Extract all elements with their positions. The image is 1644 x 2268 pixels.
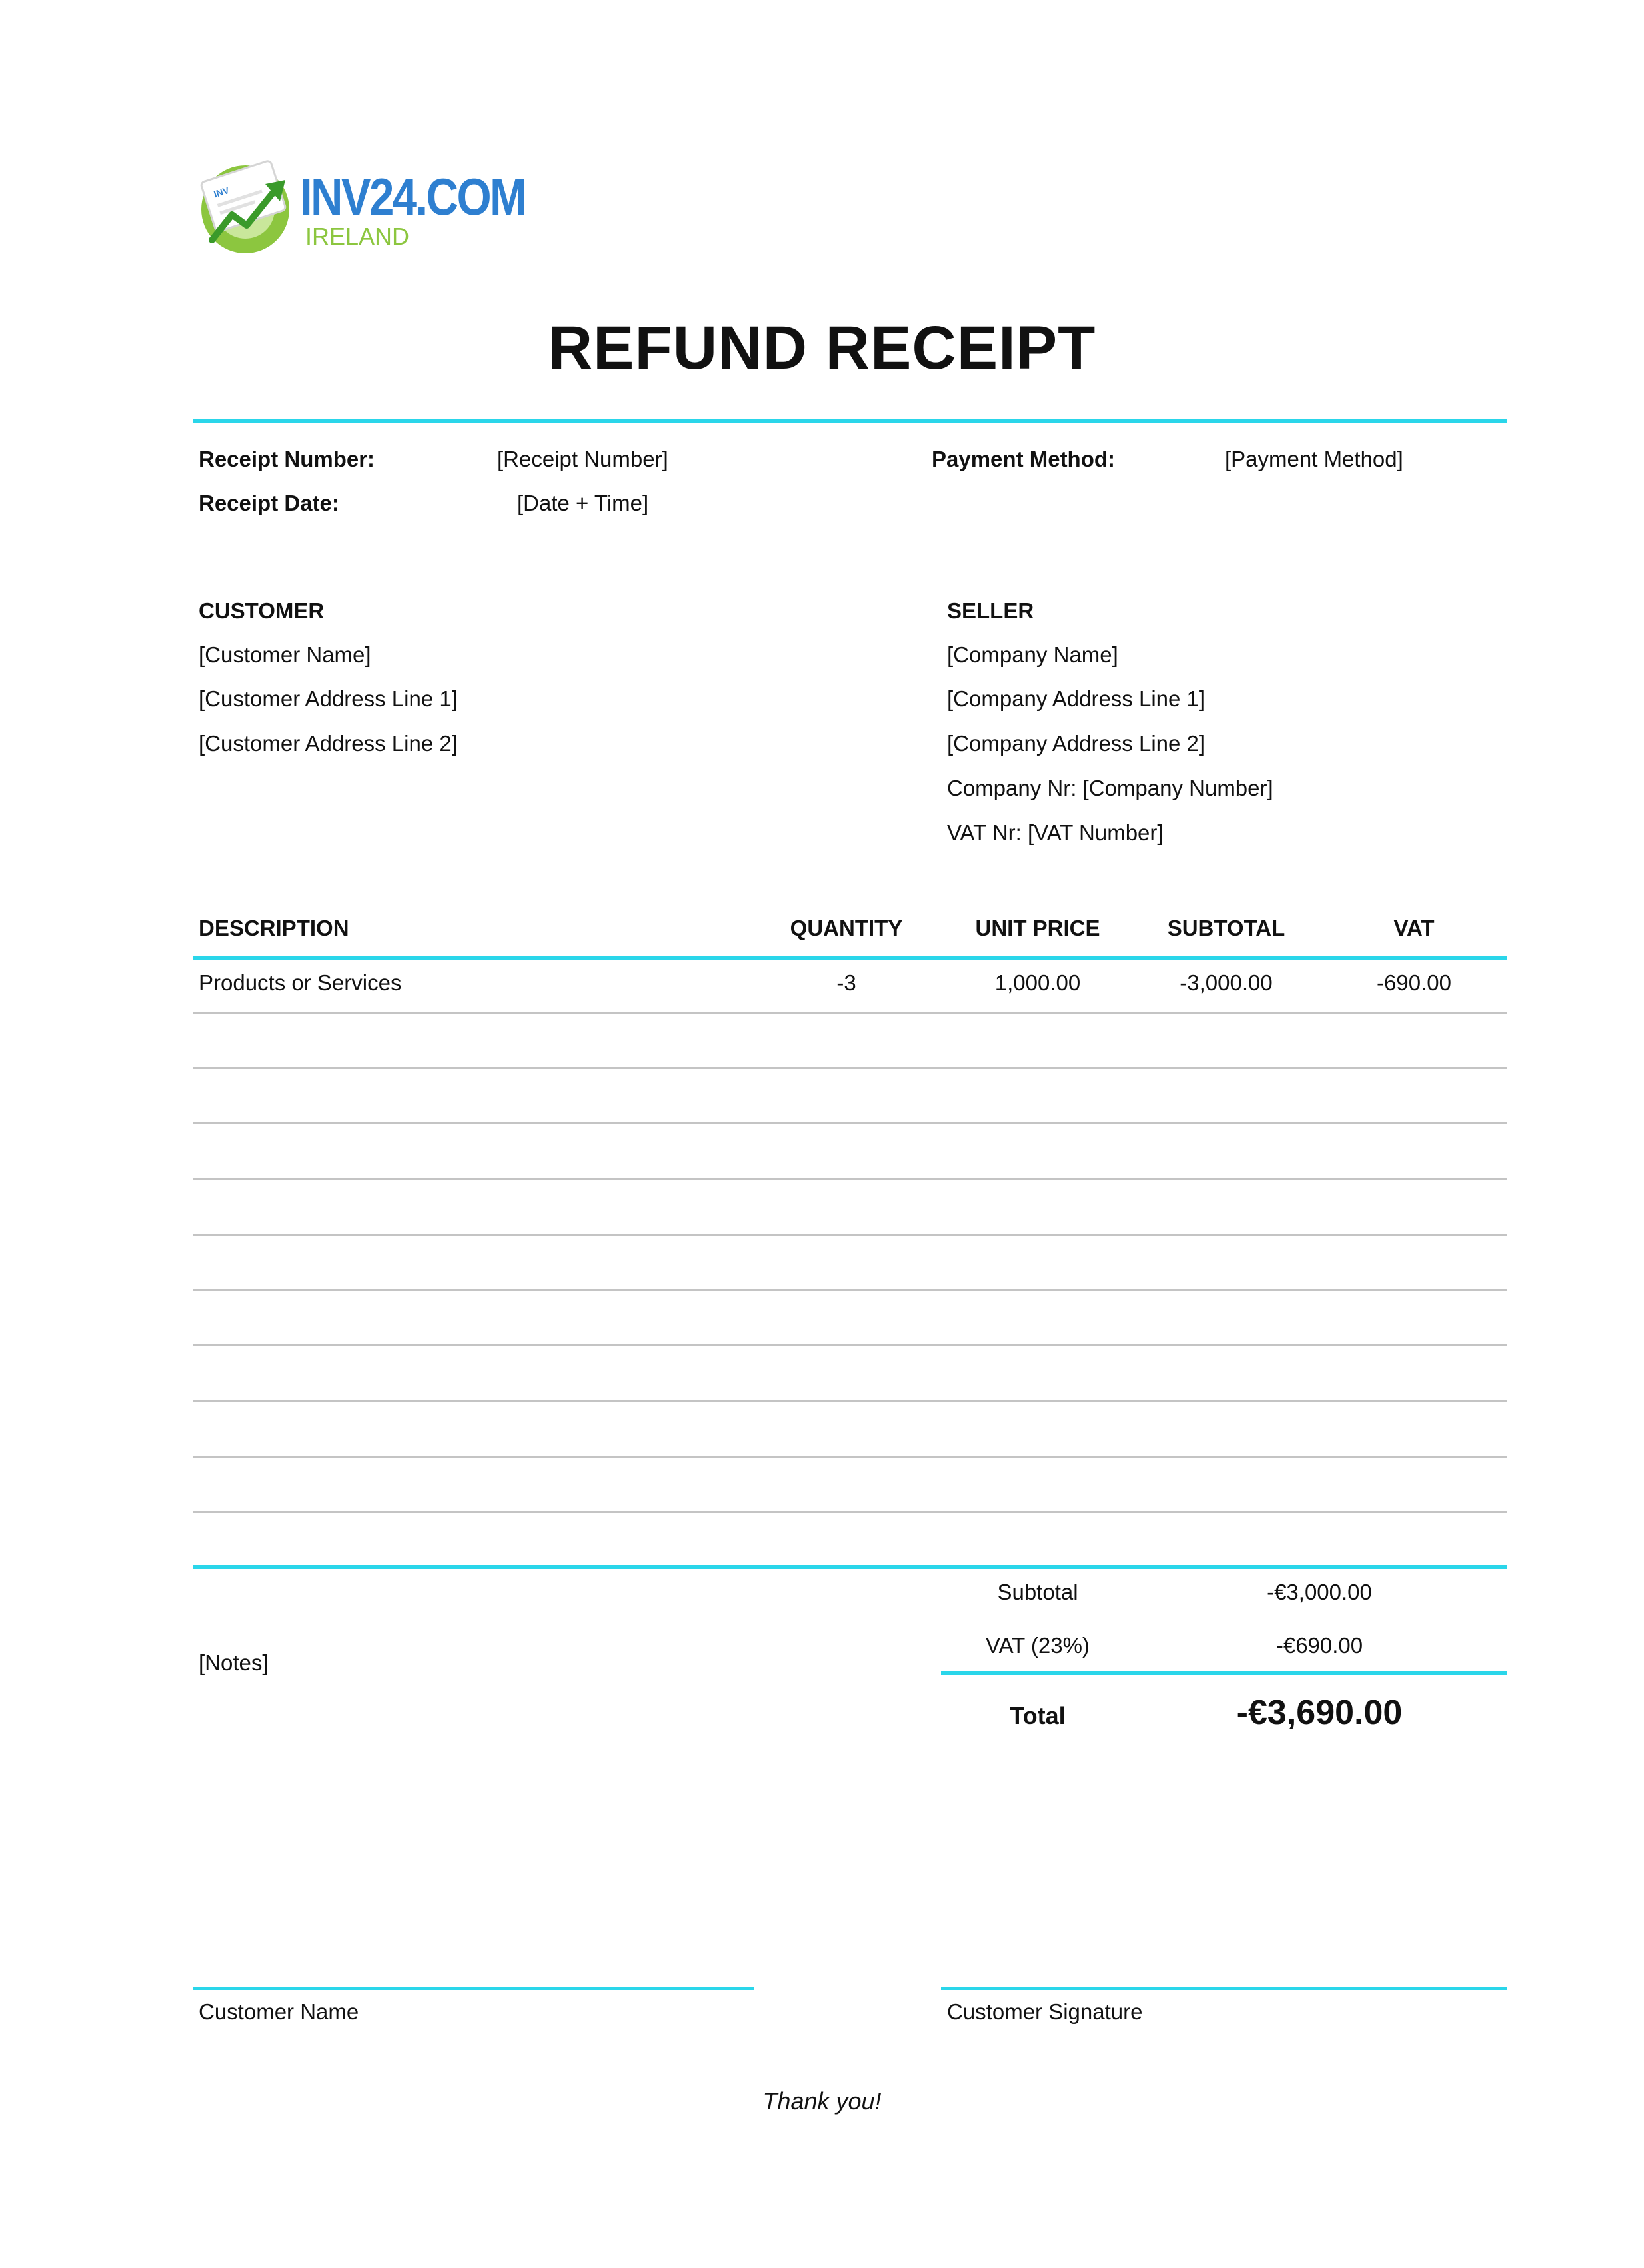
total-divider	[941, 1671, 1507, 1675]
row-description: Products or Services	[199, 970, 402, 995]
column-header-description: DESCRIPTION	[199, 916, 349, 940]
row-divider	[193, 1456, 1507, 1458]
page-title: REFUND RECEIPT	[548, 314, 1096, 382]
thank-you-message: Thank you!	[762, 2087, 882, 2115]
title-divider	[193, 419, 1507, 423]
row-divider	[193, 1400, 1507, 1402]
column-header-vat: VAT	[1393, 916, 1435, 940]
total-label: Total	[1010, 1702, 1066, 1729]
customer-name-line	[193, 1987, 754, 1990]
row-vat: -690.00	[1377, 970, 1451, 995]
row-unit-price: 1,000.00	[994, 970, 1081, 995]
row-subtotal: -3,000.00	[1180, 970, 1273, 995]
seller-address-line-2: [Company Address Line 2]	[947, 731, 1206, 756]
logo-sub-text: IRELAND	[305, 223, 410, 250]
logo-card-text: INV	[212, 184, 231, 200]
customer-address-line-2: [Customer Address Line 2]	[199, 731, 458, 756]
customer-signature-label: Customer Signature	[947, 1999, 1143, 2024]
logo-brand-text: INV24.COM	[300, 167, 526, 226]
row-divider	[193, 1122, 1507, 1124]
logo-emblem-icon	[193, 153, 300, 260]
customer-heading: CUSTOMER	[199, 598, 325, 623]
row-divider	[193, 1289, 1507, 1291]
receipt-date-label: Receipt Date:	[199, 491, 339, 515]
row-quantity: -3	[836, 970, 856, 995]
row-divider	[193, 1234, 1507, 1236]
column-header-subtotal: SUBTOTAL	[1167, 916, 1285, 940]
column-header-quantity: QUANTITY	[790, 916, 903, 940]
vat-value: -€690.00	[1275, 1633, 1363, 1658]
row-divider	[193, 1012, 1507, 1014]
subtotal-value: -€3,000.00	[1267, 1580, 1372, 1604]
row-divider	[193, 1178, 1507, 1180]
customer-address-line-1: [Customer Address Line 1]	[199, 686, 458, 711]
seller-company-name: [Company Name]	[947, 642, 1118, 667]
customer-name-label: Customer Name	[199, 1999, 359, 2024]
customer-name: [Customer Name]	[199, 642, 371, 667]
seller-heading: SELLER	[947, 598, 1034, 623]
seller-company-number: Company Nr: [Company Number]	[947, 776, 1273, 800]
notes: [Notes]	[199, 1650, 269, 1675]
customer-signature-line	[941, 1987, 1507, 1990]
vat-label: VAT (23%)	[986, 1633, 1090, 1658]
receipt-date-value: [Date + Time]	[517, 491, 649, 515]
receipt-number-value: [Receipt Number]	[497, 447, 668, 471]
column-header-unit-price: UNIT PRICE	[975, 916, 1100, 940]
seller-vat-number: VAT Nr: [VAT Number]	[947, 820, 1164, 845]
row-divider	[193, 1511, 1507, 1513]
payment-method-label: Payment Method:	[932, 447, 1116, 471]
row-divider	[193, 1344, 1507, 1346]
table-bottom-divider	[193, 1565, 1507, 1569]
table-row	[193, 960, 1507, 1013]
company-logo	[193, 153, 526, 260]
seller-address-line-1: [Company Address Line 1]	[947, 686, 1206, 711]
total-value: -€3,690.00	[1236, 1694, 1403, 1732]
receipt-number-label: Receipt Number:	[199, 447, 375, 471]
row-divider	[193, 1067, 1507, 1069]
payment-method-value: [Payment Method]	[1225, 447, 1403, 471]
subtotal-label: Subtotal	[997, 1580, 1078, 1604]
